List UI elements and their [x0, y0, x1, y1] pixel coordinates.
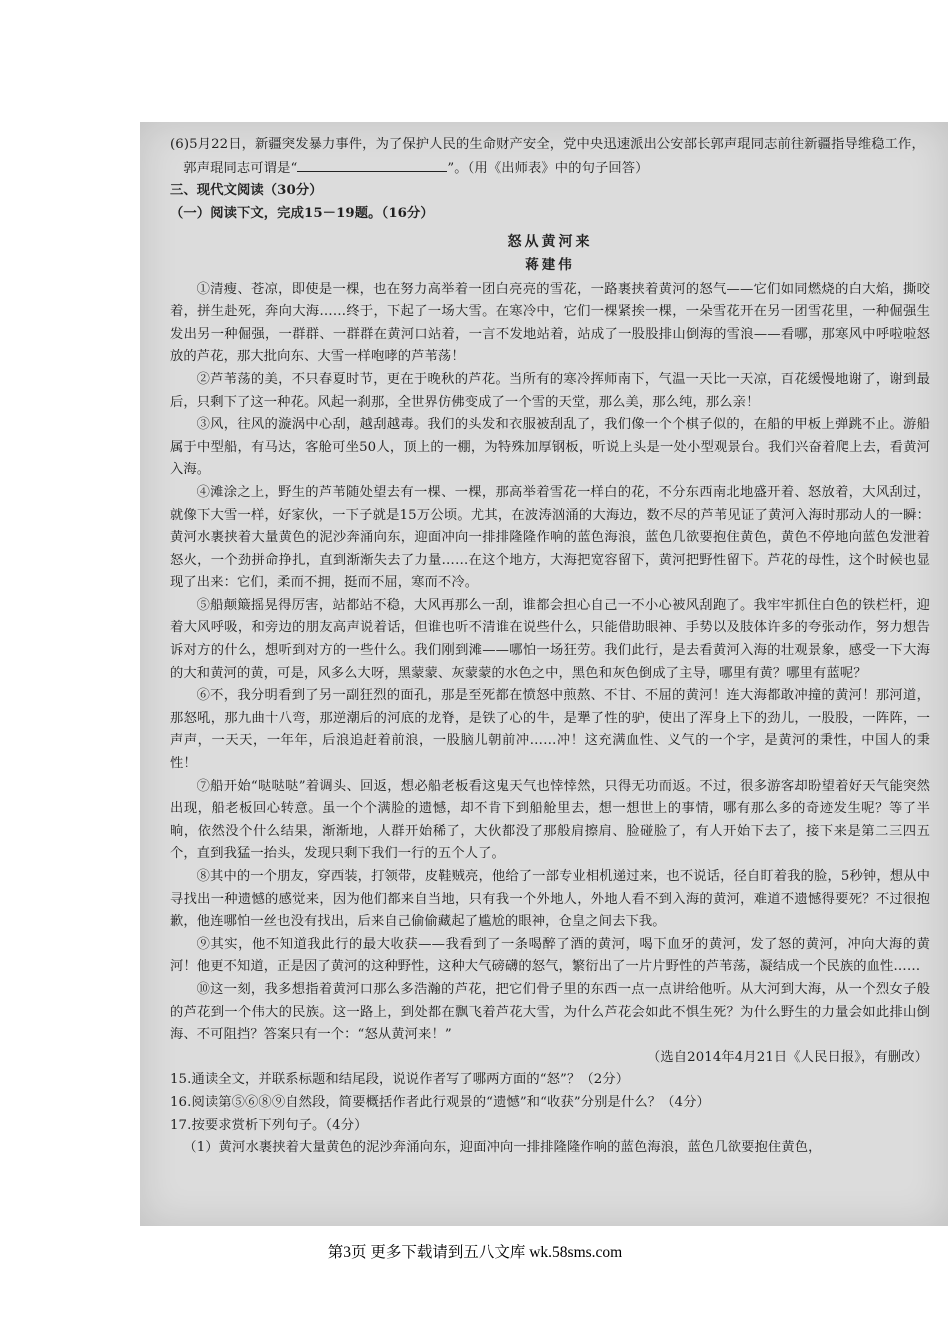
- question-17: 17.按要求赏析下列句子。（4分）: [170, 1117, 368, 1133]
- question-15: 15.通读全文，并联系标题和结尾段，说说作者写了哪两方面的“怒”？（2分）: [170, 1072, 630, 1088]
- question-16: 16.阅读第⑤⑥⑧⑨自然段，简要概括作者此行观景的“遗憾”和“收获”分别是什么？（4分）: [170, 1094, 710, 1110]
- article-source: （选自2014年4月21日《人民日报》，有删改）: [646, 1049, 928, 1065]
- article-paragraph: ②芦苇荡的美，不只春夏时节，更在于晚秋的芦花。当所有的寒冷挥师南下，气温一天比一天凉，百花缓慢地谢了，谢到最后，只剩下了这一种花。风起一刹那，全世界仿佛变成了一个雪的天堂，那么美，那么纯，那么亲！: [170, 371, 930, 410]
- question-6-text-after: ”。（用《出师表》中的句子回答）: [447, 160, 649, 176]
- article-title: 怒从黄河来: [507, 234, 593, 251]
- question-6: [170, 134, 930, 180]
- sub-section-title: （一）阅读下文，完成15－19题。（16分）: [170, 205, 434, 221]
- question-17-item-1: （1）黄河水裹挟着大量黄色的泥沙奔涌向东，迎面冲向一排排隆隆作响的蓝色海浪，蓝色几欲要抱住黄色，: [183, 1140, 822, 1156]
- page-footer: 第3页 更多下载请到五八文库 wk.58sms.com: [327, 1244, 623, 1261]
- article-paragraph: ⑦船开始“哒哒哒”着调头、回返，想必船老板看这鬼天气也悻悻然，只得无功而返。不过，很多游客却盼望着好天气能突然出现，船老板回心转意。虽一个个满脸的遗憾，却不肯下到船舱里去，想一想世上的事情，哪有那么多的奇迹发生呢？等了半晌，依然没个什么结果，渐渐地，人群开始稀了，大伙都没了那般肩擦肩、脸碰脸了，有人开始下去了，接下来是第二三四五个，直到我猛一抬头，发现只剩下我们一行的五个人了。: [170, 778, 930, 862]
- article-paragraph: ⑥不，我分明看到了另一副狂烈的面孔，那是至死都在愤怒中煎熬、不甘、不屈的黄河！连大海都敢冲撞的黄河！那河道，那怒吼，那九曲十八弯，那逆潮后的河底的龙脊，是铁了心的牛，是犟了性的驴，使出了浑身上下的劲儿，一股股，一阵阵，一声声，一天天，一年年，后浪追赶着前浪，一股脑儿朝前冲……冲！这充满血性、义气的一个字，是黄河的秉性，中国人的秉性！: [170, 688, 930, 772]
- question-6-text-before: (6)5月22日，新疆突发暴力事件，为了保护人民的生命财产安全，党中央迅速派出公安部长郭声琨同志前往新疆指导维稳工作，郭声琨同志可谓是“: [170, 137, 925, 176]
- article-paragraph: ①清瘦、苍凉，即使是一棵，也在努力高举着一团白亮亮的雪花，一路裹挟着黄河的怒气——它们如同燃烧的白大焰，撕咬着，拼生赴死，奔向大海……终于，下起了一场大雪。在寒冷中，它们一棵紧挨一棵，一朵雪花开在另一团雪花里，一种倔强生发出另一种倔强，一群群、一群群在黄河口站着，一言不发地站着，站成了一股股排山倒海的雪浪——看哪，那寒风中呼啦啦怒放的芦花，那大批向东、大雪一样咆哮的芦苇荡！: [170, 281, 930, 365]
- article-paragraph: ④滩涂之上，野生的芦苇随处望去有一棵、一棵，那高举着雪花一样白的花，不分东西南北地盛开着、怒放着，大风刮过，就像下大雪一样，好家伙，一下子就是15万公顷。尤其，在波涛汹涌的大海边，数不尽的芦苇见证了黄河入海时那动人的一瞬：黄河水裹挟着大量黄色的泥沙奔涌向东，迎面冲向一排排隆隆作响的蓝色海浪，蓝色几欲要抱住黄色，黄色不停地向蓝色发泄着怒火，一个劲拼命挣扎，直到渐渐失去了力量……在这个地方，大海把宽容留下，黄河把野性留下。芦花的母性，这个时候也显现了出来：它们，柔而不拥，挺而不屈，寒而不冷。: [170, 484, 930, 591]
- article-author: 蒋建伟: [525, 256, 575, 273]
- answer-blank: [297, 157, 447, 172]
- article-paragraph: ⑨其实，他不知道我此行的最大收获——我看到了一条喝醉了酒的黄河，喝下血牙的黄河，发了怒的黄河，冲向大海的黄河！他更不知道，正是因了黄河的这种野性，这种大气磅礴的怒气，繁衍出了一片片野性的芦苇荡，凝结成一个民族的血性……: [170, 936, 930, 975]
- article-paragraph: ⑧其中的一个朋友，穿西装，打领带，皮鞋贼亮，他给了一部专业相机递过来，也不说话，径自盯着我的脸，5秒钟，想从中寻找出一种遗憾的感觉来，因为他们都来自当地，只有我一个外地人，外地人看不到入海的黄河，难道不遗憾得要死？不过很抱歉，他连哪怕一丝也没有找出，后来自己偷偷藏起了尴尬的眼神，仓皇之间去下我。: [170, 869, 930, 930]
- article-paragraph: ③风，往风的漩涡中心刮，越刮越毒。我们的头发和衣服被刮乱了，我们像一个个棋子似的，在船的甲板上弹跳不止。游船属于中型船，有马达，客舱可坐50人，顶上的一棚，为特殊加厚钢板，听说上头是一处小型观景台。我们兴奋着爬上去，看黄河入海。: [170, 417, 930, 478]
- article-paragraph: ⑩这一刻，我多想指着黄河口那么多浩瀚的芦花，把它们骨子里的东西一点一点讲给他听。从大河到大海，从一个烈女子般的芦花到一个伟大的民族。这一路上，到处都在飘飞着芦花大雪，为什么芦花会如此不惧生死？为什么野生的力量会如此排山倒海、不可阻挡？答案只有一个：“怒从黄河来！”: [170, 981, 930, 1043]
- scan-content: [170, 134, 930, 1160]
- scanned-page: [140, 122, 948, 1226]
- section-title: 三、现代文阅读（30分）: [170, 183, 323, 199]
- article-paragraph: ⑤船颠簸摇晃得厉害，站都站不稳，大风再那么一刮，谁都会担心自己一不小心被风刮跑了。我牢牢抓住白色的铁栏杆，迎着大风呼吸，和旁边的朋友高声说着话，但谁也听不清谁在说些什么，只能借助眼神、手势以及肢体许多的夸张动作，努力想告诉对方的什么，想听到对方的一些什么。我们刚到滩——哪怕一场狂劳。我们此行，是去看黄河入海的壮观景象，感受一下大海的大和黄河的黄，可是，风多么大呀，黑蒙蒙、灰蒙蒙的水色之中，黑色和灰色倒成了主导，哪里有黄？哪里有蓝呢？: [170, 597, 930, 681]
